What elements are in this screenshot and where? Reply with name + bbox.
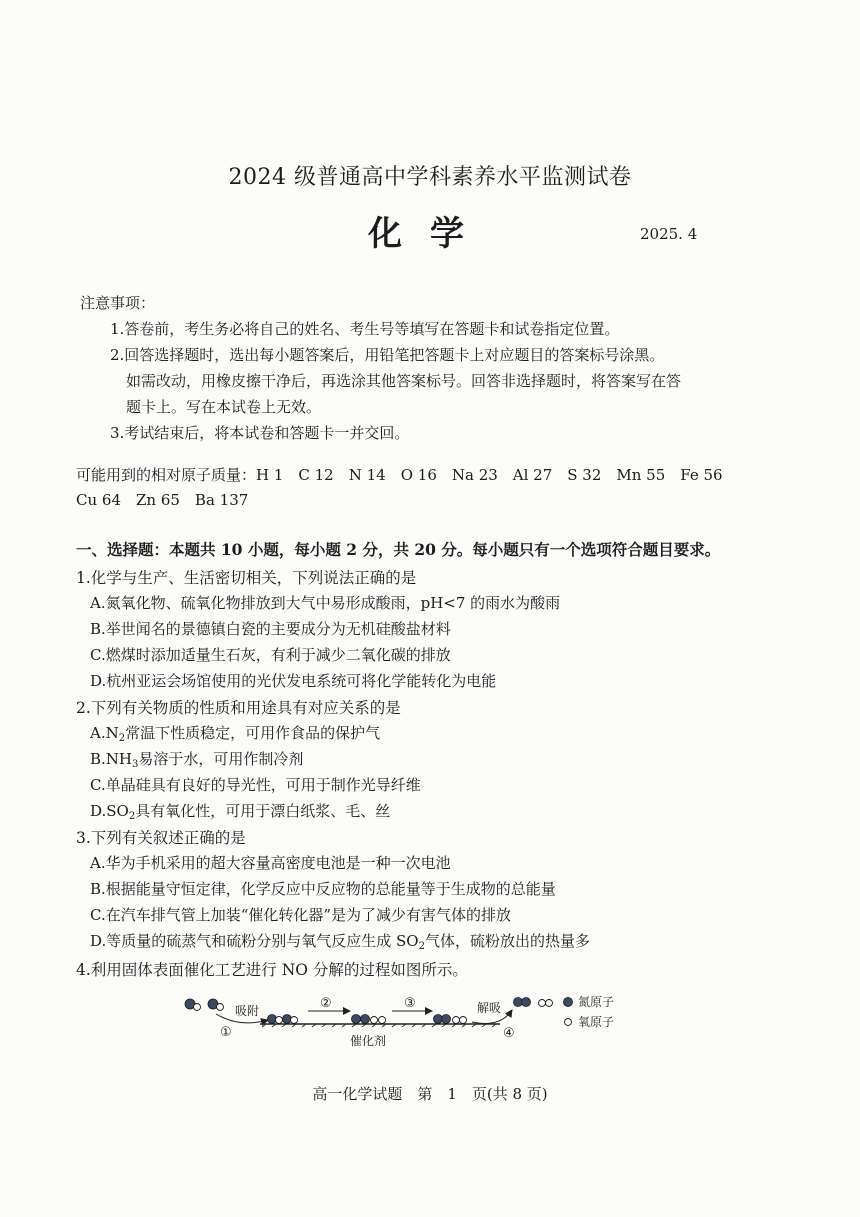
catalysis-diagram [180,992,660,1052]
question-3-option-c: C.在汽车排气管上加装“催化转化器”是为了减少有害气体的排放 [90,906,512,924]
legend-oxygen-label: 氧原子 [578,1015,615,1029]
catalyst-label: 催化剂 [350,1034,387,1048]
notice-heading: 注意事项： [80,294,156,312]
step-3-label: ③ [404,996,416,1011]
step-2-label: ② [320,996,332,1011]
adsorb-label: 吸附 [235,1004,260,1018]
question-2-option-d: $D.SO_2$具有氧化性，可用于漂白纸浆、毛、丝 [90,802,391,822]
legend-nitrogen-label: 氮原子 [578,995,615,1009]
notice-item-2: 2.回答选择题时，选出每小题答案后，用铅笔把答题卡上对应题目的答案标号涂黑。 [110,346,665,364]
step-4-label: ④ [503,1026,515,1041]
question-3-stem: 3.下列有关叙述正确的是 [76,829,246,847]
question-1-option-d: D.杭州亚运会场馆使用的光伏发电系统可将化学能转化为电能 [90,672,497,690]
question-4-stem: 4.利用固体表面催化工艺进行 NO 分解的过程如图所示。 [76,961,468,979]
question-2-option-c: C.单晶硅具有良好的导光性，可用于制作光导纤维 [90,776,421,794]
question-1-option-b: B.举世闻名的景德镇白瓷的主要成分为无机硅酸盐材料 [90,620,451,638]
notice-item-1: 1.答卷前，考生务必将自己的姓名、考生号等填写在答题卡和试卷指定位置。 [110,320,620,338]
legend [564,995,615,1029]
question-2-stem: 2.下列有关物质的性质和用途具有对应关系的是 [76,699,401,717]
notice-item-2-cont: 如需改动，用橡皮擦干净后，再选涂其他答案标号。回答非选择题时，将答案写在答 [126,372,682,390]
legend-oxygen-swatch [565,1019,572,1026]
atomic-masses-line1: 可能用到的相对原子质量：H 1 C 12 N 14 O 16 Na 23 Al 27 S 32 Mn 55 Fe 56 [76,466,723,484]
desorb-label: 解吸 [477,1001,502,1015]
question-3-option-a: A.华为手机采用的超大容量高密度电池是一种一次电池 [90,854,451,872]
adsorbed-no [268,1015,298,1024]
question-1-option-a: A.氮氧化物、硫氧化物排放到大气中易形成酸雨，pH<7 的雨水为酸雨 [90,594,561,612]
question-2-option-b: $B.NH_3$易溶于水，可用作制冷剂 [90,750,304,770]
no-molecule-left [185,999,224,1011]
exam-date: 2025. 4 [640,225,698,243]
page-footer: 高一化学试题 第 1 页(共 8 页) [312,1085,548,1103]
question-1-stem: 1.化学与生产、生活密切相关，下列说法正确的是 [76,569,417,587]
notice-item-3: 3.考试结束后，将本试卷和答题卡一并交回。 [110,424,410,442]
notice-item-2-cont2: 题卡上。写在本试卷上无效。 [126,398,322,416]
question-3-option-d: D.等质量的硫蒸气和硫粉分别与氧气反应生成 $SO_2$气体，硫粉放出的热量多 [90,932,590,952]
recombined-atoms [434,1015,467,1024]
section-heading: 一、选择题：本题共 10 小题，每小题 2 分，共 20 分。每小题只有一个选项符合题目要求。 [76,540,721,559]
exam-title: 2024 级普通高中学科素养水平监测试卷 [228,165,632,190]
product-molecules [514,998,553,1007]
question-2-option-a: $A.N_2$常温下性质稳定，可用作食品的保护气 [90,724,381,744]
step-1-label: ① [220,1025,232,1040]
question-3-option-b: B.根据能量守恒定律，化学反应中反应物的总能量等于生成物的总能量 [90,880,556,898]
subject-title: 化学 [368,214,492,254]
dissociated-atoms [352,1015,386,1024]
legend-nitrogen-swatch [564,998,573,1007]
atomic-masses-line2: Cu 64 Zn 65 Ba 137 [76,491,249,509]
question-1-option-c: C.燃煤时添加适量生石灰，有利于减少二氧化碳的排放 [90,646,451,664]
